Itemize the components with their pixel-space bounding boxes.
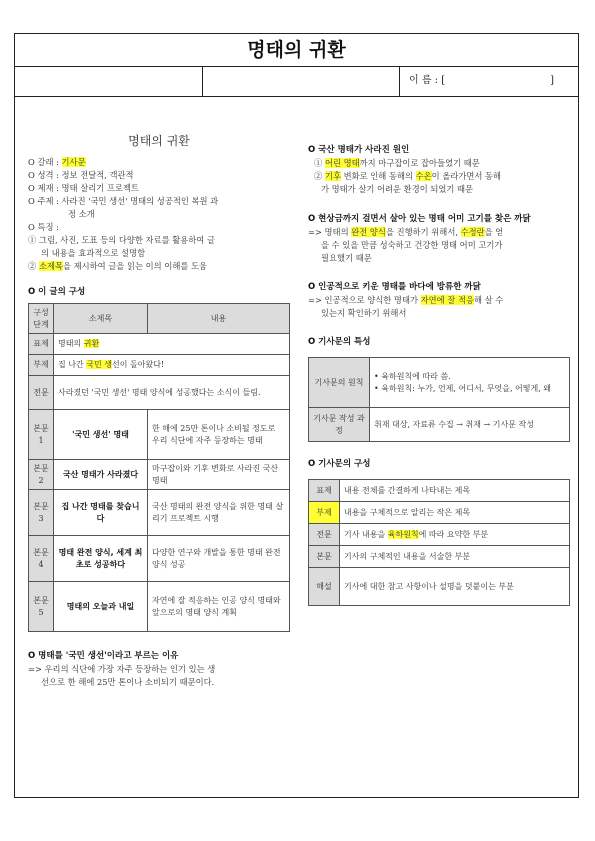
features-row-content: 취재 대상, 자료류 수집 → 취재 → 기사문 작성 [370,408,570,442]
release-title: O 인공적으로 키운 명태를 바다에 방류한 까닭 [308,282,481,292]
reward-title: O 현상금까지 걸면서 살아 있는 명태 어미 고기를 찾은 까닭 [308,214,531,224]
right-column [308,144,570,606]
why-line-2: 선으로 한 해에 25만 톤이나 소비되기 때문이다. [41,677,215,687]
composition-title: O 기사문의 구성 [308,459,371,469]
comp-row-label: 전문 [309,524,340,546]
info-row [15,66,578,97]
genre-line: O 갈래 : 기사문 [28,157,86,167]
theme-line: O 주제 : 사라진 '국민 생선' 명태의 성공적인 복원 과 [28,196,219,206]
comp-row-content: 기사 내용을 육하원칙에 따라 요약한 부분 [340,524,570,546]
row-subtitle: '국민 생선' 명태 [54,410,148,460]
cause-2: ② 기후 변화로 인해 동해의 수온이 올라가면서 동해 [314,171,502,181]
row-content: 자연에 잘 적응하는 인공 양식 명태와 앞으로의 명태 양식 계획 [148,582,290,632]
cause-2-cont: 가 명태가 살기 어려운 환경이 되었기 때문 [321,184,474,194]
name-label: 이 름 : [ [409,75,446,86]
row-stage: 본문 2 [29,460,54,490]
why-title: O 명태를 '국민 생선'이라고 부르는 이유 [28,651,179,661]
row-stage: 본문 4 [29,536,54,582]
row-content: 국산 명태의 완전 양식을 위한 명태 살리기 프로젝트 시행 [148,490,290,536]
comp-row-content: 내용을 구체적으로 알리는 작은 제목 [340,502,570,524]
row-content: 마구잡이와 기후 변화로 사라진 국산 명태 [148,460,290,490]
name-field[interactable] [399,66,578,96]
row-content: 집 나간 국민 생선이 돌아왔다! [54,355,290,376]
comp-row-content: 내용 전체를 간결하게 나타내는 제목 [340,480,570,502]
row-stage: 전문 [29,376,54,410]
th-content: 내용 [148,304,290,334]
nature-line: O 성격 : 정보 전달적, 객관적 [28,170,134,180]
cause-1: ① 어린 명태까지 마구잡이로 잡아들였기 때문 [314,158,480,168]
name-close-bracket: ] [550,75,554,86]
th-stage: 구성 단계 [29,304,54,334]
structure-table [28,303,290,632]
row-stage: 부제 [29,355,54,376]
subject-line: O 제재 : 명태 살리기 프로젝트 [28,183,139,193]
features-title: O 기사문의 특성 [308,337,371,347]
left-column [28,135,290,689]
release-line-2: 있는지 확인하기 위해서 [321,308,407,318]
row-subtitle: 국산 명태가 사라졌다 [54,460,148,490]
composition-table [308,479,570,606]
reward-line-3: 필요했기 때문 [321,253,372,263]
feature-1-cont: 의 내용을 효과적으로 설명함 [41,248,146,258]
info-cell-1[interactable] [15,66,203,96]
row-stage: 본문 1 [29,410,54,460]
comp-row-label: 부제 [309,502,340,524]
comp-row-content: 기사의 구체적인 내용을 서술한 부분 [340,546,570,568]
features-row-label: 기사문의 원칙 [309,358,370,408]
cause-title: O 국산 명태가 사라진 원인 [308,145,410,155]
comp-row-label: 본문 [309,546,340,568]
row-stage: 표제 [29,334,54,355]
why-line-1: => 우리의 식단에 가장 자주 등장하는 인기 있는 생 [28,664,216,674]
info-cell-2[interactable] [202,66,400,96]
doc-title: 명태의 귀환 [128,134,190,148]
reward-line-1: => 명태의 완전 양식을 진행하기 위해서, 수정란을 얻 [308,227,504,237]
row-stage: 본문 5 [29,582,54,632]
row-content: 명태의 귀환 [54,334,290,355]
page-title: 명태의 귀환 [15,34,578,67]
comp-row-content: 기사에 대한 참고 사항이나 설명을 덧붙이는 부분 [340,568,570,606]
comp-row-label: 해설 [309,568,340,606]
comp-row-label: 표제 [309,480,340,502]
feature-line: O 특징 : [28,222,59,232]
th-subtitle: 소제목 [54,304,148,334]
feature-1: ① 그림, 사진, 도표 등의 다양한 자료를 활용하여 글 [28,235,215,245]
theme-line-cont: 정 소개 [68,209,95,219]
features-row-label: 기사문 작성 과정 [309,408,370,442]
feature-2: ② 소제목을 제시하여 글을 읽는 이의 이해를 도움 [28,261,208,271]
release-line-1: => 인공적으로 양식한 명태가 자연에 잘 적응해 살 수 [308,295,504,305]
reward-line-2: 을 수 있을 만큼 성숙하고 건강한 명태 어미 고기가 [321,240,503,250]
features-table [308,357,570,442]
row-subtitle: 명태의 오늘과 내일 [54,582,148,632]
row-subtitle: 명태 완전 양식, 세계 최초로 성공하다 [54,536,148,582]
structure-title: O 이 글의 구성 [28,287,86,297]
row-content: 다양한 연구와 개발을 통한 명태 완전 양식 성공 [148,536,290,582]
row-subtitle: 집 나간 명태를 찾습니다 [54,490,148,536]
features-row-content: • 육하원칙에 따라 씀. • 육하원칙: 누가, 언제, 어디서, 무엇을, 어떻게, 왜 [370,358,570,408]
row-content: 사라졌던 '국민 생선' 명태 양식에 성공했다는 소식이 들림. [54,376,290,410]
row-stage: 본문 3 [29,490,54,536]
row-content: 한 해에 25만 톤이나 소비될 정도로 우리 식단에 자주 등장하는 명태 [148,410,290,460]
